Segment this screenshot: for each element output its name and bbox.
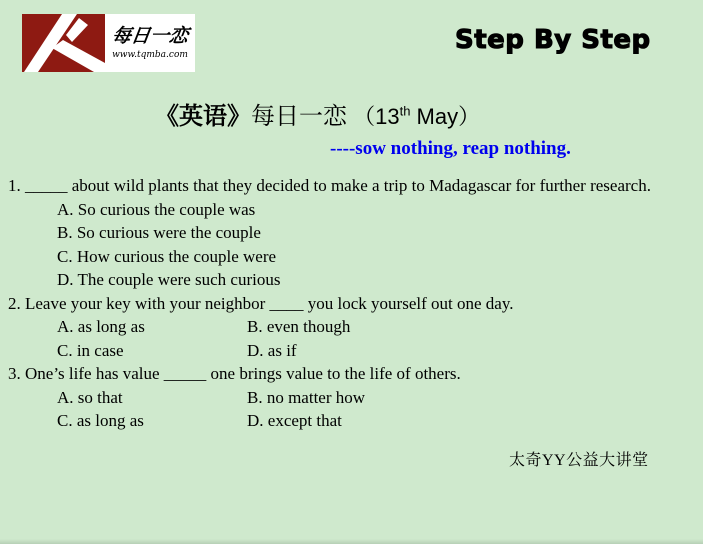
option-d: D. The couple were such curious bbox=[57, 270, 281, 289]
option-a: A. So curious the couple was bbox=[57, 199, 256, 219]
question-3-text: 3. One’s life has value _____ one brings value to the life of others. bbox=[8, 364, 461, 383]
option-b: B. even though bbox=[247, 317, 351, 336]
question-3 bbox=[8, 362, 659, 433]
title-date: （13th May） bbox=[347, 103, 481, 129]
option-d: D. except that bbox=[247, 411, 342, 430]
logo-k-icon bbox=[22, 14, 105, 72]
question-2 bbox=[8, 292, 659, 363]
question-2-text: 2. Leave your key with your neighbor ____ you lock yourself out one day. bbox=[8, 293, 514, 313]
question-3-options bbox=[57, 386, 659, 433]
logo bbox=[22, 14, 195, 72]
option-a: A. as long as bbox=[57, 317, 145, 336]
logo-url: www.tqmba.com bbox=[112, 49, 188, 60]
title-date-ordinal: th bbox=[399, 103, 411, 119]
question-list bbox=[8, 174, 659, 433]
motto: ----sow nothing, reap nothing. bbox=[330, 138, 571, 159]
question-2-options bbox=[57, 315, 659, 362]
question-1-text: 1. _____ about wild plants that they decided to make a trip to Madagascar for further research. bbox=[8, 176, 651, 195]
option-b: B. So curious were the couple bbox=[57, 223, 261, 242]
bottom-shadow bbox=[0, 539, 703, 544]
title-series: 每日一恋 bbox=[251, 104, 347, 130]
option-a: A. so that bbox=[57, 387, 123, 407]
question-1 bbox=[8, 174, 659, 292]
logo-calligraphy: 每日一恋 bbox=[110, 24, 190, 47]
question-1-options bbox=[57, 198, 659, 292]
logo-text-panel bbox=[105, 14, 195, 72]
option-d: D. as if bbox=[247, 340, 297, 360]
footer-credit: 太奇YY公益大讲堂 bbox=[509, 452, 649, 469]
option-c: C. in case bbox=[57, 340, 124, 360]
option-b: B. no matter how bbox=[247, 387, 366, 407]
title-book: 《英语》 bbox=[155, 104, 251, 130]
option-c: C. as long as bbox=[57, 411, 144, 430]
page-title bbox=[155, 96, 480, 131]
option-c: C. How curious the couple were bbox=[57, 246, 277, 266]
slogan-step-by-step: Step By Step bbox=[455, 25, 651, 55]
